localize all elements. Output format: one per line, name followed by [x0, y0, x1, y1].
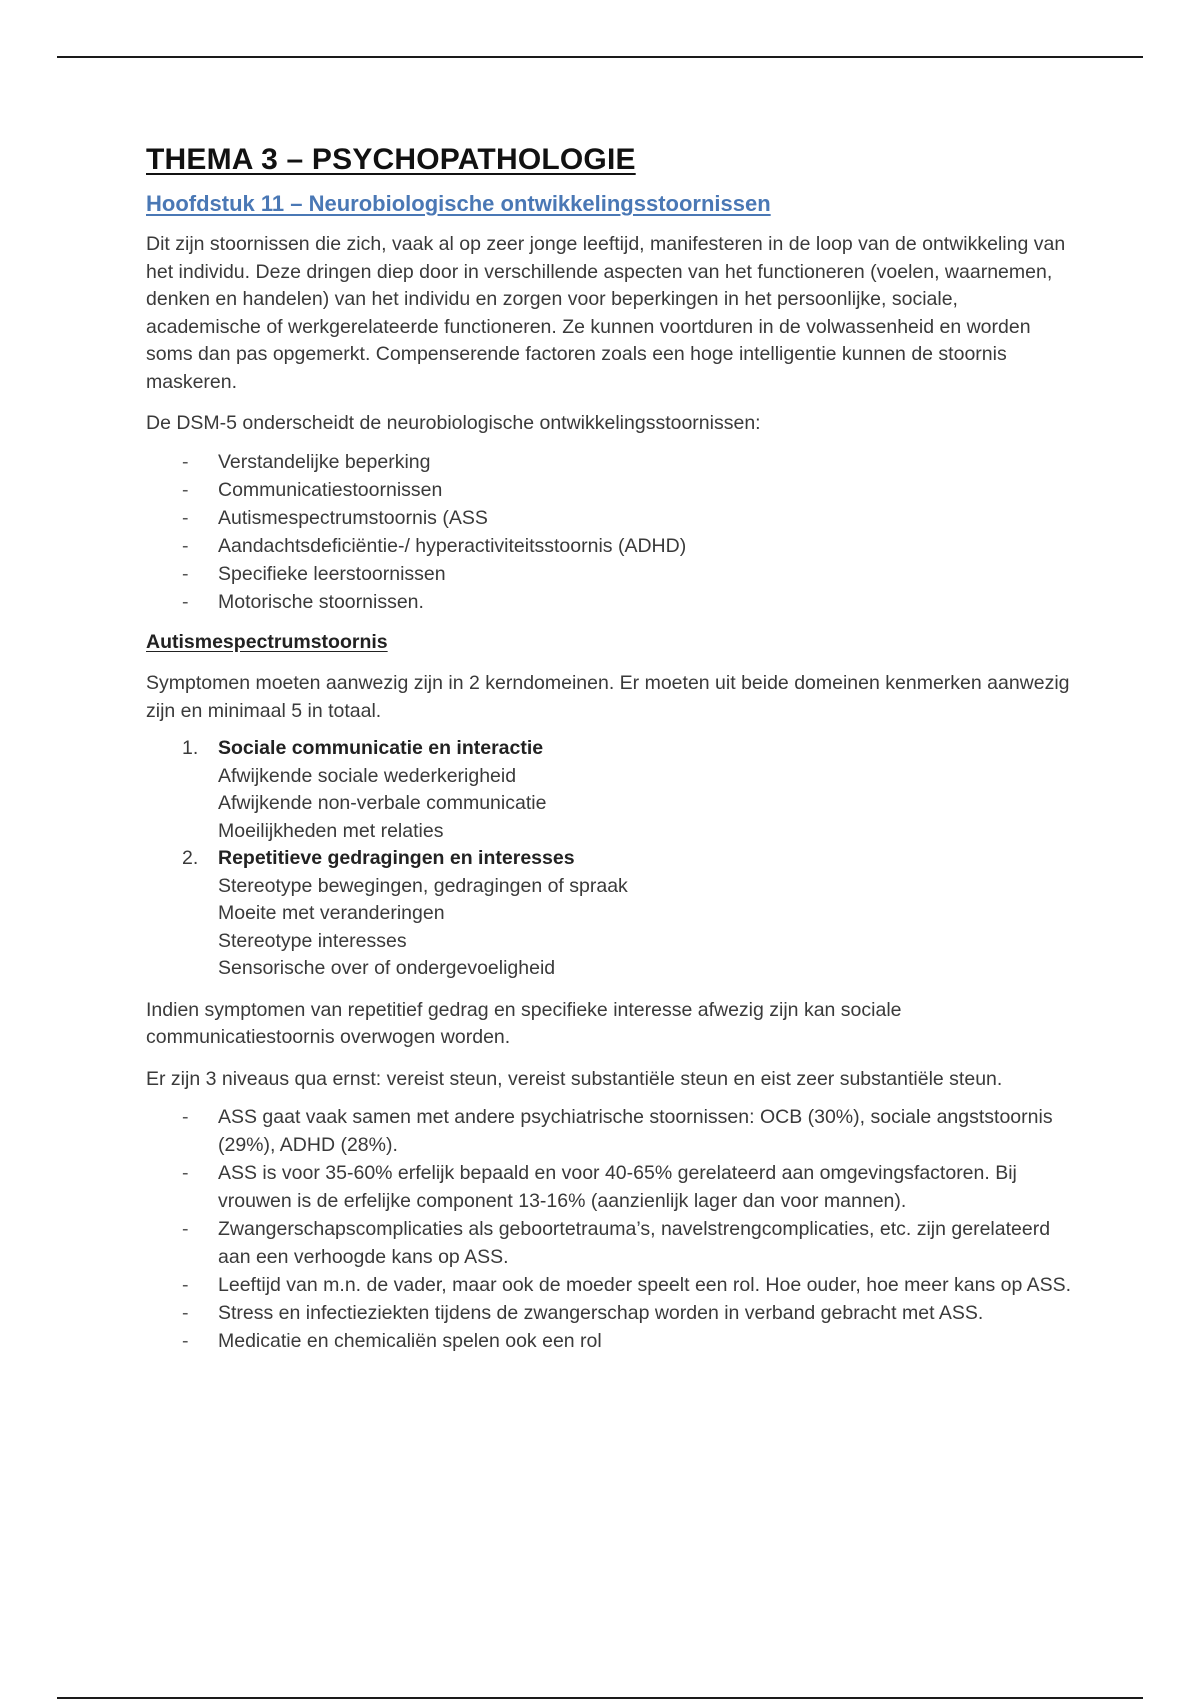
list-item: - Medicatie en chemicaliën spelen ook een rol — [146, 1327, 1076, 1355]
list-item: - Specifieke leerstoornissen — [146, 560, 1076, 588]
list-item: - Verstandelijke beperking — [146, 448, 1076, 476]
domain-criterion: Moeilijkheden met relaties — [218, 819, 444, 842]
list-item: - Autismespectrumstoornis (ASS — [146, 504, 1076, 532]
domain-item — [146, 845, 1076, 983]
intro-paragraph: Dit zijn stoornissen die zich, vaak al op zeer jonge leeftijd, manifesteren in de loop van de ontwikkeling van het individu. Deze dringen diep door in verschillende aspecten van het functioneren (voelen, waarnemen, denken en handelen) van het individu en zorgen voor beperkingen in het persoonlijke, sociale, academische of werkgerelateerde functioneren. Ze kunnen voortduren in de volwassenheid en worden soms dan pas opgemerkt. Compenserende factoren zoals een hoge intelligentie kunnen de stoornis maskeren. — [146, 233, 1066, 393]
list-item: - Zwangerschapscomplicaties als geboortetrauma’s, navelstrengcomplicaties, etc. zijn gerelateerd aan een verhoogde kans op ASS. — [146, 1215, 1076, 1271]
domain-number: 1. — [182, 737, 199, 759]
domain-criterion: Stereotype bewegingen, gedragingen of spraak — [218, 874, 628, 897]
list-item: - ASS is voor 35-60% erfelijk bepaald en voor 40-65% gerelateerd aan omgevingsfactoren. Bij vrouwen is de erfelijke component 13-16% (aanzienlijk lager dan voor mannen). — [146, 1159, 1076, 1215]
page-title: THEMA 3 – PSYCHOPATHOLOGIE — [146, 143, 636, 176]
header-rule — [57, 56, 1143, 58]
section-heading-ass: Autismespectrumstoornis — [146, 630, 388, 653]
list-item: - Communicatiestoornissen — [146, 476, 1076, 504]
domain-list — [146, 735, 1076, 983]
footer-rule — [57, 1697, 1143, 1699]
severity-note: Er zijn 3 niveaus qua ernst: vereist steun, vereist substantiële steun en eist zeer substantiële steun. — [146, 1067, 1003, 1090]
symptoms-intro: Symptomen moeten aanwezig zijn in 2 kerndomeinen. Er moeten uit beide domeinen kenmerken aanwezig zijn en minimaal 5 in totaal. — [146, 672, 1070, 722]
domain-criterion: Sensorische over of ondergevoeligheid — [218, 957, 556, 979]
social-communication-note: Indien symptomen van repetitief gedrag en specifieke interesse afwezig zijn kan sociale communicatiestoornis overwogen worden. — [146, 998, 902, 1048]
list-item: - Stress en infectieziekten tijdens de zwangerschap worden in verband gebracht met ASS. — [146, 1299, 1076, 1327]
list-item: - Motorische stoornissen. — [146, 588, 1076, 616]
document-body — [146, 143, 1076, 1355]
list-item: - Leeftijd van m.n. de vader, maar ook de moeder speelt een rol. Hoe ouder, hoe meer kans op ASS. — [146, 1271, 1076, 1299]
domain-criterion: Afwijkende sociale wederkerigheid — [218, 764, 517, 787]
domain-criterion: Afwijkende non-verbale communicatie — [218, 792, 547, 814]
domain-criterion: Moeite met veranderingen — [218, 902, 445, 924]
chapter-heading: Hoofdstuk 11 – Neurobiologische ontwikkelingsstoornissen — [146, 191, 771, 216]
domain-title: Repetitieve gedragingen en interesses — [218, 847, 575, 869]
facts-list — [146, 1103, 1076, 1355]
domain-title: Sociale communicatie en interactie — [218, 737, 544, 759]
dsm-list — [146, 448, 1076, 616]
domain-item — [146, 735, 1076, 845]
domain-number: 2. — [182, 847, 199, 869]
list-item: - ASS gaat vaak samen met andere psychiatrische stoornissen: OCB (30%), sociale angststoornis (29%), ADHD (28%). — [146, 1103, 1076, 1159]
dsm-intro: De DSM-5 onderscheidt de neurobiologische ontwikkelingsstoornissen: — [146, 412, 761, 434]
domain-criterion: Stereotype interesses — [218, 929, 407, 952]
list-item: - Aandachtsdeficiëntie-/ hyperactiviteitsstoornis (ADHD) — [146, 532, 1076, 560]
